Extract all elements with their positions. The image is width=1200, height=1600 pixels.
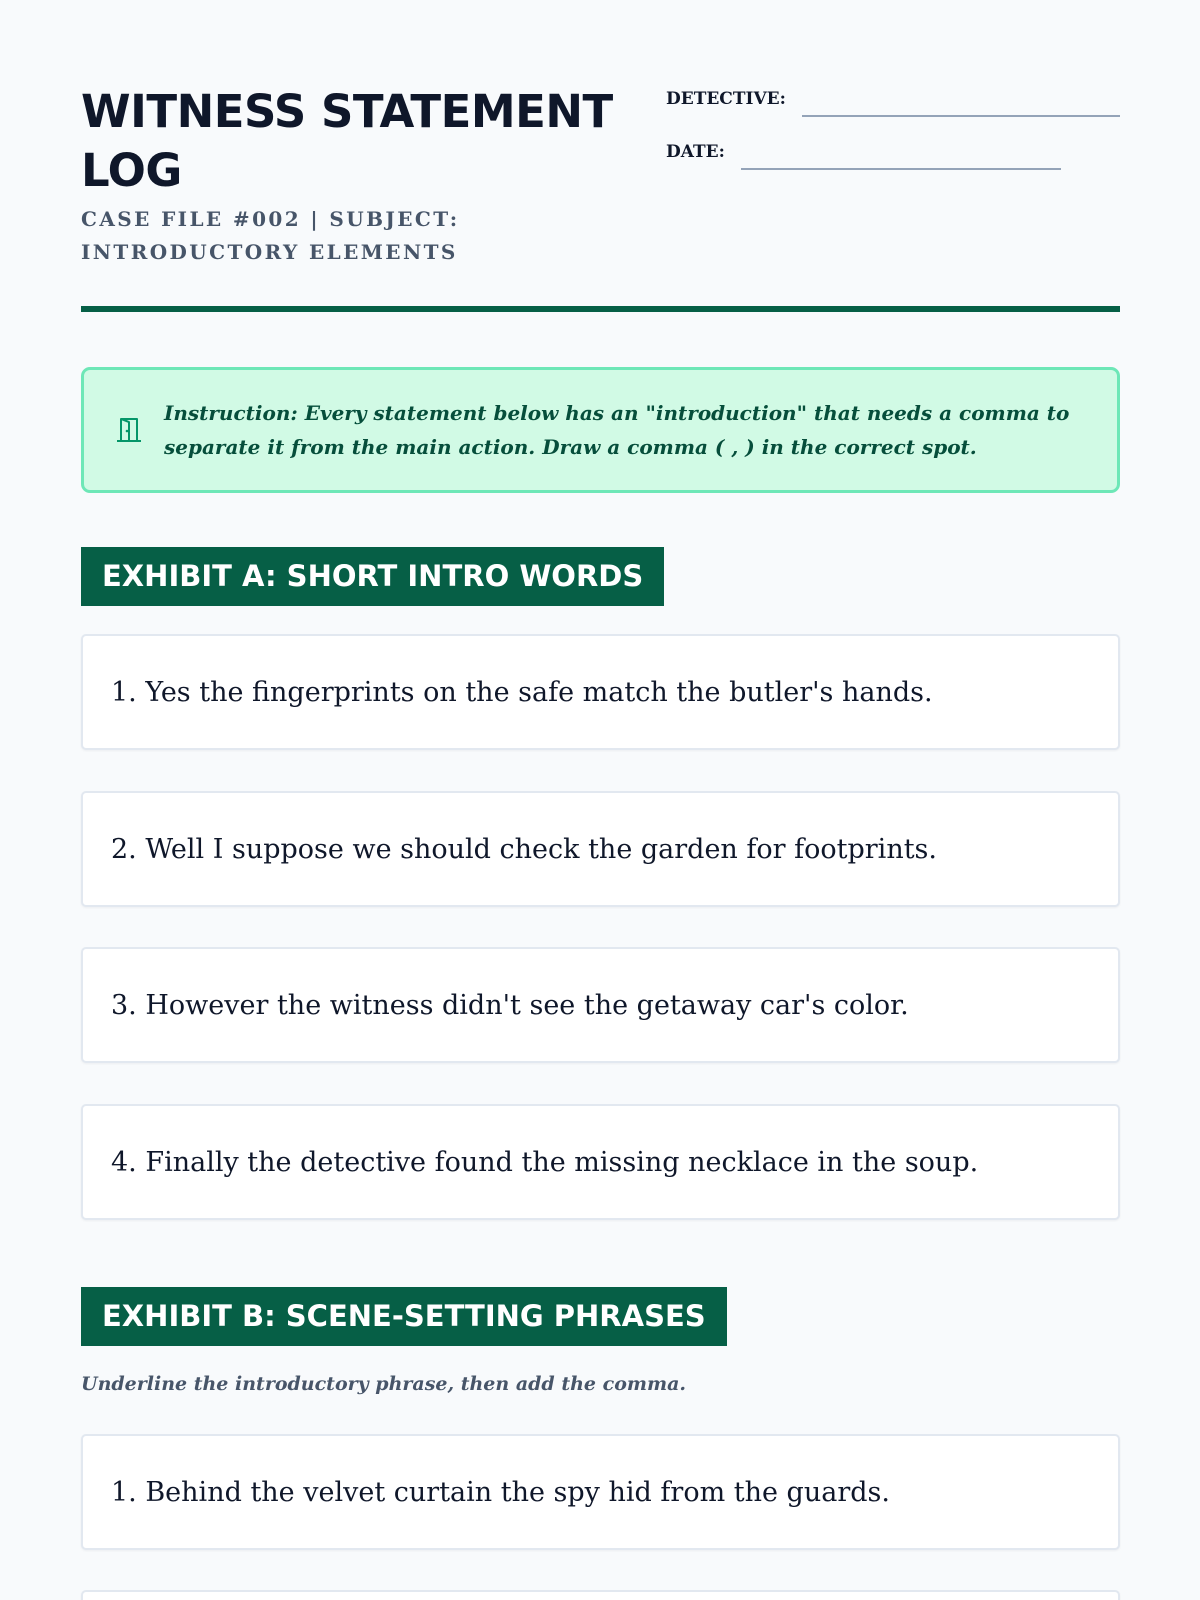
detective-field [666, 88, 1120, 110]
page-header [81, 0, 1120, 312]
statement-card[interactable] [81, 1104, 1120, 1220]
date-blank-line[interactable] [741, 168, 1061, 170]
statement-card[interactable] [81, 947, 1120, 1063]
exhibit-b-title: EXHIBIT B: SCENE-SETTING PHRASES [81, 1287, 727, 1346]
statement-text: 2. Well I suppose we should check the garden for footprints. [111, 833, 937, 865]
worksheet-page [81, 0, 1120, 1508]
date-label: DATE: [666, 142, 725, 162]
page-title: WITNESS STATEMENT LOG [81, 85, 613, 197]
statement-text: 4. Finally the detective found the missing necklace in the soup. [111, 1146, 979, 1178]
detective-label: DETECTIVE: [666, 89, 786, 109]
date-field [666, 141, 1061, 163]
statement-card[interactable] [81, 1434, 1120, 1550]
statement-text: 1. Yes the fingerprints on the safe match the butler's hands. [111, 676, 933, 708]
statement-card[interactable] [81, 634, 1120, 750]
page-subtitle: CASE FILE #002 | SUBJECT: INTRODUCTORY ELEMENTS [81, 207, 460, 264]
instruction-callout [81, 367, 1120, 493]
instruction-text: Instruction: Every statement below has an "introduction" that needs a comma to separate it from the main action. Draw a comma ( , ) in the correct spot. [164, 401, 1070, 459]
door-icon [112, 413, 146, 447]
statement-text: 1. Behind the velvet curtain the spy hid from the guards. [111, 1476, 890, 1508]
statement-text: 3. However the witness didn't see the getaway car's color. [111, 989, 909, 1021]
detective-blank-line[interactable] [802, 115, 1120, 117]
statement-card-partial[interactable] [81, 1590, 1120, 1600]
exhibit-a-title: EXHIBIT A: SHORT INTRO WORDS [81, 547, 664, 606]
header-divider [81, 306, 1120, 312]
statement-card[interactable] [81, 791, 1120, 907]
exhibit-b-instruction: Underline the introductory phrase, then add the comma. [81, 1373, 686, 1395]
